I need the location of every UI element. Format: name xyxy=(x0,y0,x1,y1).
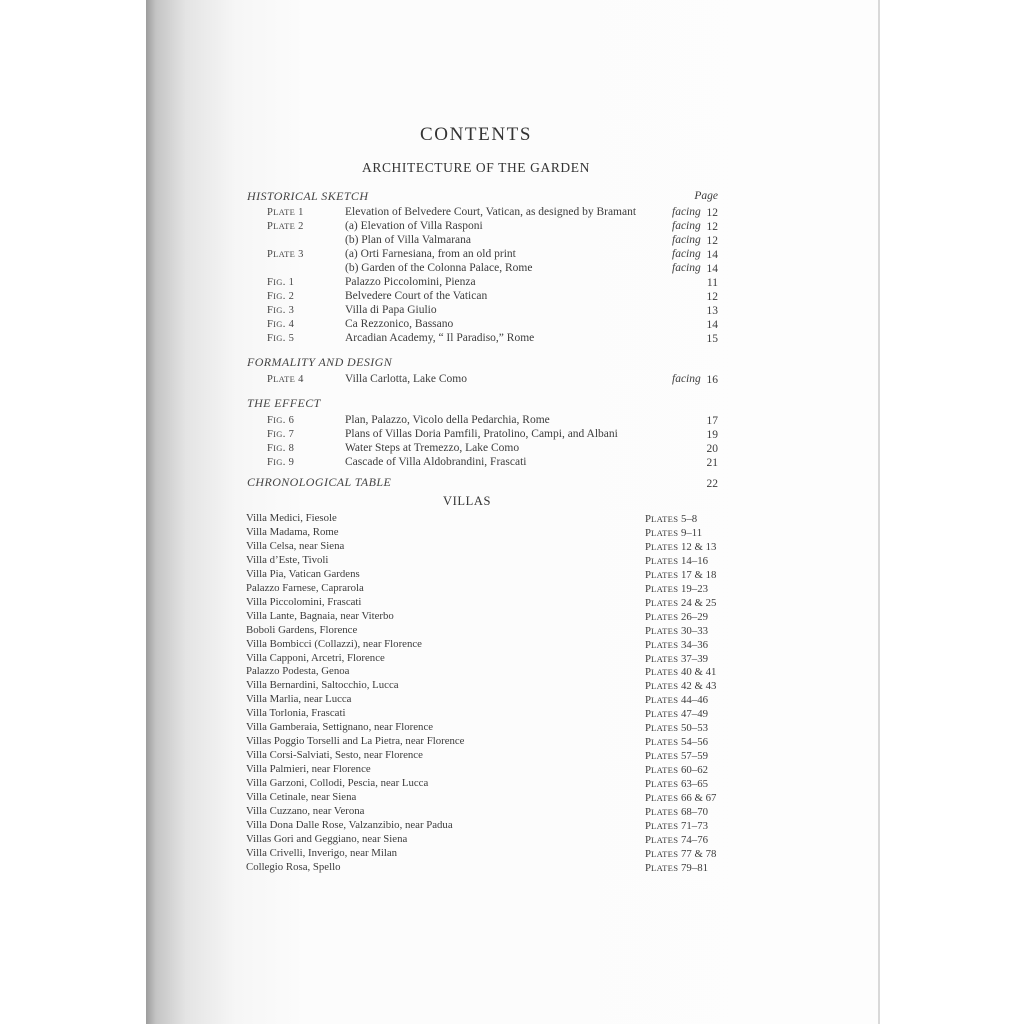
entry-page: 15 xyxy=(706,333,718,345)
entry-description: Plans of Villas Doria Pamfili, Pratolino, Campi, and Albani xyxy=(345,428,618,440)
entry-page: 11 xyxy=(706,277,718,289)
entry-description: Ca Rezzonico, Bassano xyxy=(345,318,454,330)
entry-label: FIG. 1 xyxy=(267,277,295,288)
villa-plates: PLATES 30–33 xyxy=(645,625,708,637)
villa-plates: PLATES 34–36 xyxy=(645,639,708,651)
entry-facing: facing xyxy=(672,262,701,274)
villa-name: Villa Corsi-Salviati, Sesto, near Florence xyxy=(246,749,423,761)
villa-name: Palazzo Podesta, Genoa xyxy=(246,665,350,677)
villa-plates: PLATES 66 & 67 xyxy=(645,792,717,804)
villa-plates: PLATES 68–70 xyxy=(645,806,708,818)
villa-plates: PLATES 24 & 25 xyxy=(645,597,717,609)
section-subtitle: ARCHITECTURE OF THE GARDEN xyxy=(362,160,590,175)
entry-description: Villa di Papa Giulio xyxy=(345,304,437,316)
entry-page: 12 xyxy=(706,207,718,219)
entry-label: PLATE 1 xyxy=(267,207,304,218)
entry-page: 12 xyxy=(706,221,718,233)
entry-page: 22 xyxy=(706,478,718,490)
entry-description: Elevation of Belvedere Court, Vatican, as designed by Bramant xyxy=(345,206,637,218)
entry-facing: facing xyxy=(672,206,701,218)
villa-plates: PLATES 19–23 xyxy=(645,583,708,595)
villa-plates: PLATES 37–39 xyxy=(645,653,708,665)
villa-name: Collegio Rosa, Spello xyxy=(246,861,341,873)
villa-name: Villa Cetinale, near Siena xyxy=(246,791,357,803)
villa-plates: PLATES 74–76 xyxy=(645,834,708,846)
page-edge xyxy=(878,0,880,1024)
section-heading: THE EFFECT xyxy=(247,396,321,410)
entry-label: PLATE 3 xyxy=(267,249,304,260)
villa-plates: PLATES 54–56 xyxy=(645,736,708,748)
villas-heading: VILLAS xyxy=(443,494,492,508)
villa-plates: PLATES 5–8 xyxy=(645,513,698,525)
villa-plates: PLATES 60–62 xyxy=(645,764,708,776)
villa-plates: PLATES 26–29 xyxy=(645,611,708,623)
villa-name: Boboli Gardens, Florence xyxy=(246,624,358,636)
villa-name: Palazzo Farnese, Caprarola xyxy=(246,582,364,594)
entry-page: 16 xyxy=(706,374,718,386)
villa-plates: PLATES 42 & 43 xyxy=(645,680,717,692)
entry-label: FIG. 3 xyxy=(267,305,295,316)
entry-page: 13 xyxy=(706,305,718,317)
entry-description: Palazzo Piccolomini, Pienza xyxy=(345,276,476,288)
entry-description: (a) Orti Farnesiana, from an old print xyxy=(345,248,516,260)
entry-label: PLATE 2 xyxy=(267,221,304,232)
villa-plates: PLATES 14–16 xyxy=(645,555,708,567)
section-heading: FORMALITY AND DESIGN xyxy=(247,355,393,369)
villa-name: Villa Crivelli, Inverigo, near Milan xyxy=(246,847,398,859)
villa-plates: PLATES 57–59 xyxy=(645,750,708,762)
contents-title: CONTENTS xyxy=(420,124,533,145)
villa-plates: PLATES 40 & 41 xyxy=(645,666,717,678)
entry-label: PLATE 4 xyxy=(267,374,304,385)
villa-name: Villa Garzoni, Collodi, Pescia, near Lucca xyxy=(246,777,429,789)
entry-description: (b) Plan of Villa Valmarana xyxy=(345,234,471,246)
entry-page: 19 xyxy=(706,429,718,441)
villa-plates: PLATES 77 & 78 xyxy=(645,848,717,860)
villa-plates: PLATES 71–73 xyxy=(645,820,708,832)
villa-name: Villa Capponi, Arcetri, Florence xyxy=(246,652,385,664)
entry-page: 17 xyxy=(706,415,718,427)
villa-name: Villa Marlia, near Lucca xyxy=(246,693,352,705)
entry-facing: facing xyxy=(672,220,701,232)
section-heading: CHRONOLOGICAL TABLE xyxy=(247,475,392,489)
villa-name: Villa Dona Dalle Rose, Valzanzibio, near Padua xyxy=(246,819,453,831)
villa-name: Villa Medici, Fiesole xyxy=(246,512,337,524)
entry-page: 14 xyxy=(706,249,718,261)
entry-label: FIG. 2 xyxy=(267,291,295,302)
entry-page: 14 xyxy=(706,263,718,275)
villa-name: Villa Madama, Rome xyxy=(246,526,339,538)
villa-name: Villa Bombicci (Collazzi), near Florence xyxy=(246,638,422,650)
villa-plates: PLATES 50–53 xyxy=(645,722,708,734)
villa-plates: PLATES 9–11 xyxy=(645,527,703,539)
entry-description: Arcadian Academy, “ Il Paradiso,” Rome xyxy=(345,332,535,344)
entry-facing: facing xyxy=(672,248,701,260)
entry-label: FIG. 8 xyxy=(267,443,295,454)
entry-label: FIG. 4 xyxy=(267,319,295,330)
entry-description: Water Steps at Tremezzo, Lake Como xyxy=(345,442,520,454)
villa-name: Villa Torlonia, Frascati xyxy=(246,707,346,719)
villa-name: Villa Celsa, near Siena xyxy=(246,540,345,552)
entry-label: FIG. 7 xyxy=(267,429,295,440)
villa-plates: PLATES 12 & 13 xyxy=(645,541,717,553)
villa-name: Villa Lante, Bagnaia, near Viterbo xyxy=(246,610,394,622)
villa-name: Villa Palmieri, near Florence xyxy=(246,763,371,775)
villa-name: Villa Cuzzano, near Verona xyxy=(246,805,365,817)
entry-label: FIG. 5 xyxy=(267,333,295,344)
entry-description: Villa Carlotta, Lake Como xyxy=(345,373,467,385)
entry-description: (b) Garden of the Colonna Palace, Rome xyxy=(345,262,533,274)
entry-description: Belvedere Court of the Vatican xyxy=(345,290,488,302)
entry-page: 14 xyxy=(706,319,718,331)
entry-description: Plan, Palazzo, Vicolo della Pedarchia, Rome xyxy=(345,414,550,426)
villa-plates: PLATES 44–46 xyxy=(645,694,708,706)
villa-name: Villa d’Este, Tivoli xyxy=(246,554,329,566)
villa-name: Villa Bernardini, Saltocchio, Lucca xyxy=(246,679,399,691)
entry-page: 20 xyxy=(706,443,718,455)
villa-plates: PLATES 47–49 xyxy=(645,708,708,720)
villa-plates: PLATES 17 & 18 xyxy=(645,569,717,581)
villa-name: Villa Pia, Vatican Gardens xyxy=(246,568,360,580)
section-heading: HISTORICAL SKETCH xyxy=(247,189,369,203)
entry-page: 12 xyxy=(706,291,718,303)
villa-name: Villa Piccolomini, Frascati xyxy=(246,596,362,608)
entry-facing: facing xyxy=(672,234,701,246)
villa-name: Villas Gori and Geggiano, near Siena xyxy=(246,833,408,845)
villa-name: Villa Gamberaia, Settignano, near Florence xyxy=(246,721,434,733)
entry-label: FIG. 6 xyxy=(267,415,295,426)
page-column-header: Page xyxy=(694,190,718,202)
entry-facing: facing xyxy=(672,373,701,385)
entry-description: (a) Elevation of Villa Rasponi xyxy=(345,220,483,232)
entry-page: 12 xyxy=(706,235,718,247)
entry-description: Cascade of Villa Aldobrandini, Frascati xyxy=(345,456,527,468)
entry-page: 21 xyxy=(706,457,718,469)
villa-plates: PLATES 79–81 xyxy=(645,862,708,874)
villa-plates: PLATES 63–65 xyxy=(645,778,708,790)
villa-name: Villas Poggio Torselli and La Pietra, near Florence xyxy=(246,735,465,747)
entry-label: FIG. 9 xyxy=(267,457,295,468)
